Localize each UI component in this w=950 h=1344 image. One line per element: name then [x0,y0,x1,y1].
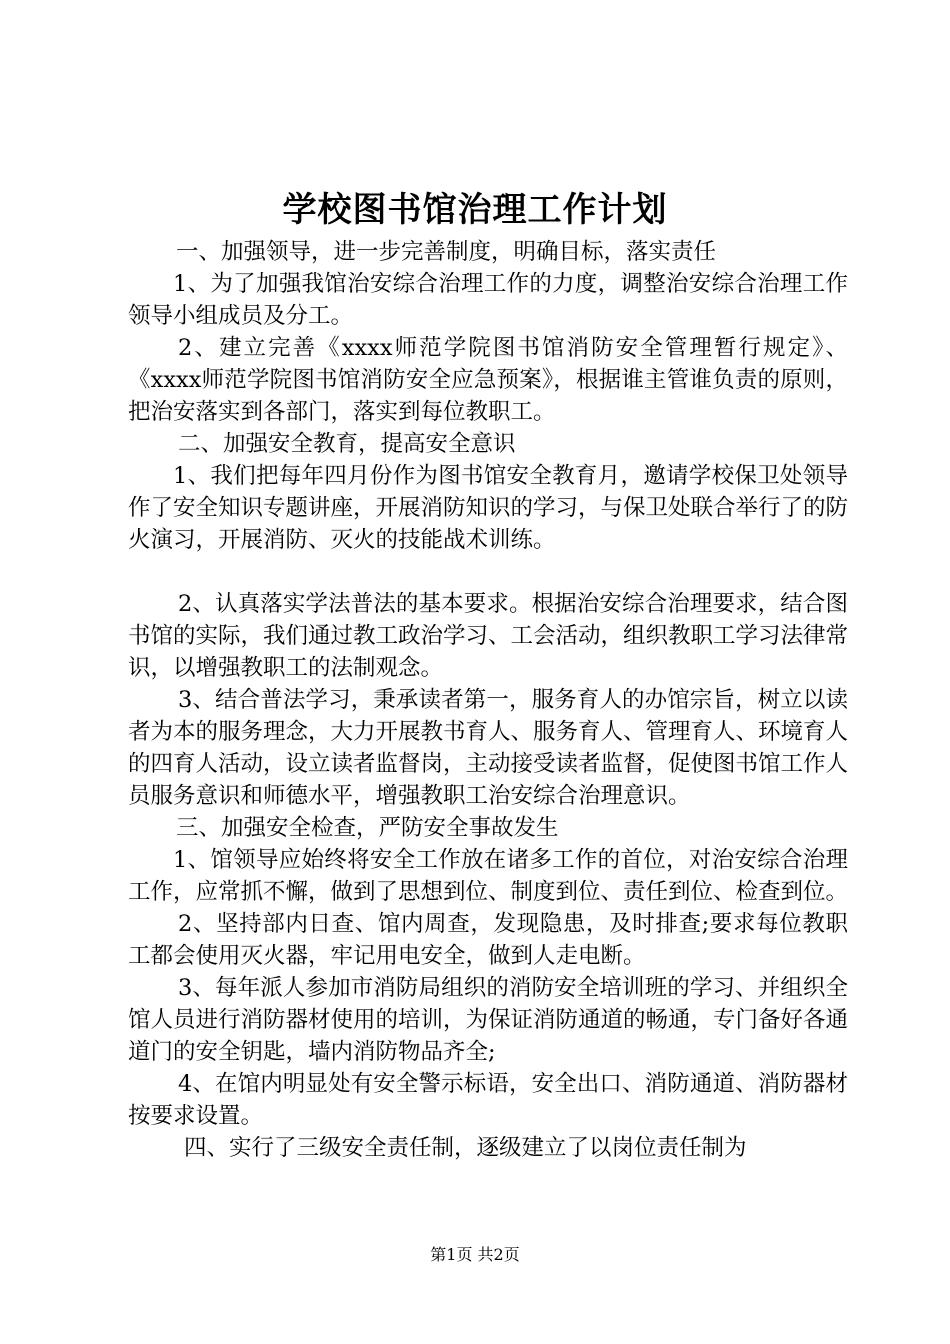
page-footer: 第1页 共2页 [430,1245,520,1264]
paragraph-3-1: 1、馆领导应始终将安全工作放在诸多工作的首位，对治安综合治理工作，应常抓不懈，做到了思想到位、制度到位、责任到位、检查到位。 [128,847,849,905]
paragraph-2-1: 1、我们把每年四月份作为图书馆安全教育月，邀请学校保卫处领导作了安全知识专题讲座，开展消防知识的学习，与保卫处联合举行了的防火演习，开展消防、灭火的技能战术训练。 [128,463,849,553]
section-heading-2: 二、加强安全教育，提高安全意识 [178,431,516,457]
paragraph-1-1: 1、为了加强我馆治安综合治理工作的力度，调整治安综合治理工作领导小组成员及分工。 [128,271,848,329]
paragraph-2-2: 2、认真落实学法普法的基本要求。根据治安综合治理要求，结合图书馆的实际，我们通过教工政治学习、工会活动，组织教职工学习法律常识，以增强教职工的法制观念。 [128,591,849,681]
section-heading-3: 三、加强安全检查，严防安全事故发生 [176,815,559,841]
paragraph-3-4: 4、在馆内明显处有安全警示标语，安全出口、消防通道、消防器材按要求设置。 [128,1071,848,1129]
section-heading-4: 四、实行了三级安全责任制，逐级建立了以岗位责任制为 [184,1135,747,1161]
paragraph-3-3: 3、每年派人参加市消防局组织的消防安全培训班的学习、并组织全馆人员进行消防器材使用的培训，为保证消防通道的畅通，专门备好各通道门的安全钥匙，墙内消防物品齐全; [128,975,849,1065]
document-body [128,236,848,1164]
paragraph-1-2: 2、建立完善《xxxx师范学院图书馆消防安全管理暂行规定》、《xxxx师范学院图书馆消防安全应急预案》，根据谁主管谁负责的原则，把治安落实到各部门，落实到每位教职工。 [128,335,848,425]
section-heading-1: 一、加强领导，进一步完善制度，明确目标，落实责任 [176,239,717,265]
blank-line [128,556,848,588]
paragraph-2-3: 3、结合普法学习，秉承读者第一，服务育人的办馆宗旨，树立以读者为本的服务理念，大力开展教书育人、服务育人、管理育人、环境育人的四育人活动，设立读者监督岗，主动接受读者监督，促使图书馆工作人员服务意识和师德水平，增强教职工治安综合治理意识。 [128,687,849,809]
document-title: 学校图书馆治理工作计划 [282,190,668,230]
paragraph-3-2: 2、坚持部内日查、馆内周查，发现隐患，及时排查;要求每位教职工都会使用灭火器，牢记用电安全，做到人走电断。 [128,911,848,969]
